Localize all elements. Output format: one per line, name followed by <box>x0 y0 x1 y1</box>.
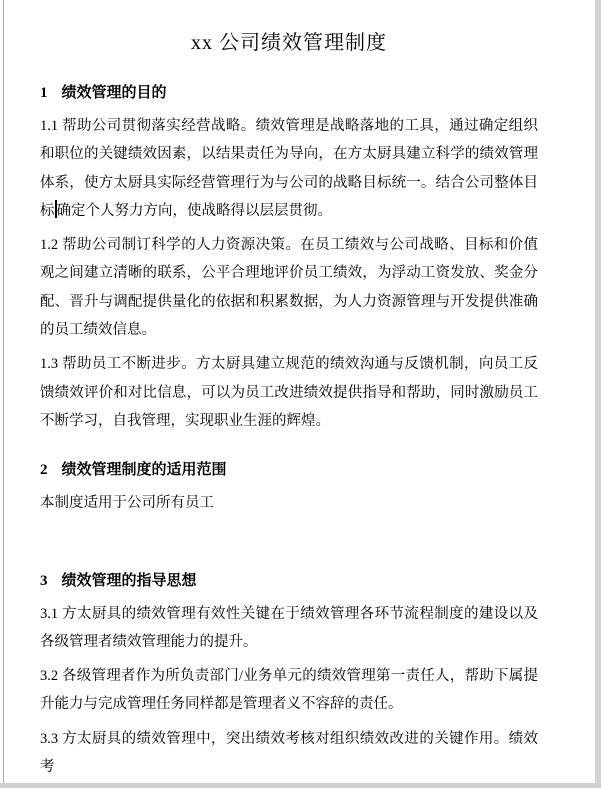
section-3-number: 3 <box>40 572 48 589</box>
section-3-heading[interactable] <box>40 570 538 592</box>
empty-paragraph[interactable] <box>40 518 538 546</box>
paragraph-1-3[interactable]: 1.3 帮助员工不断进步。方太厨具建立规范的绩效沟通与反馈机制，向员工反馈绩效评价和对比信息，可以为员工改进绩效提供指导和帮助，同时激励员工不断学习，自我管理，实现职业生涯的辉煌。 <box>40 356 538 429</box>
section-1-heading[interactable] <box>40 82 538 104</box>
paragraph-3-3[interactable]: 3.3 方太厨具的绩效管理中，突出绩效考核对组织绩效改进的关键作用。绩效考 <box>40 730 538 776</box>
section-1-number: 1 <box>40 85 48 101</box>
paragraph-1-1-before-caret[interactable]: 1.1 帮助公司贯彻落实经营战略。绩效管理是战略落地的工具，通过确定组织和职位的关键绩效因素，以结果责任为导向，在方太厨具建立科学的绩效管理体系，使方太厨具实际经营管理行为与公司的战略目标统一。结合公司整体目标 <box>40 118 538 219</box>
section-2-number: 2 <box>40 462 48 479</box>
app-background-right-strip <box>595 0 601 788</box>
paragraph-3-2[interactable]: 3.2 各级管理者作为所负责部门/业务单元的绩效管理第一责任人，帮助下属提升能力与完成管理任务同样都是管理者义不容辞的责任。 <box>40 668 538 713</box>
paragraph-1-1-after-caret[interactable]: 确定个人努力方向，使战略得以层层贯彻。 <box>56 202 332 219</box>
section-2-heading-text: 绩效管理制度的适用范围 <box>61 461 227 479</box>
paragraph-scope[interactable]: 本制度适用于公司所有员工 <box>40 495 214 512</box>
section-2-heading[interactable] <box>40 459 538 481</box>
doc-title[interactable]: xx 公司绩效管理制度 <box>191 32 387 54</box>
section-3-heading-text: 绩效管理的指导思想 <box>61 571 197 589</box>
section-1-heading-text: 绩效管理的目的 <box>61 84 167 101</box>
paragraph-1-1[interactable] <box>40 112 538 225</box>
document-page[interactable] <box>4 0 595 783</box>
paragraph-1-2[interactable]: 1.2 帮助公司制订科学的人力资源决策。在员工绩效与公司战略、目标和价值观之间建立清晰的联系，公平合理地评价员工绩效，为浮动工资发放、奖金分配、晋升与调配提供量化的依据和积累数据，为人力资源管理与开发提供准确的员工绩效信息。 <box>40 237 538 339</box>
paragraph-3-1[interactable]: 3.1 方太厨具的绩效管理有效性关键在于绩效管理各环节流程制度的建设以及各级管理者绩效管理能力的提升。 <box>40 605 538 650</box>
page-left-edge-line <box>3 0 4 788</box>
app-background-bottom-strip <box>0 783 601 788</box>
